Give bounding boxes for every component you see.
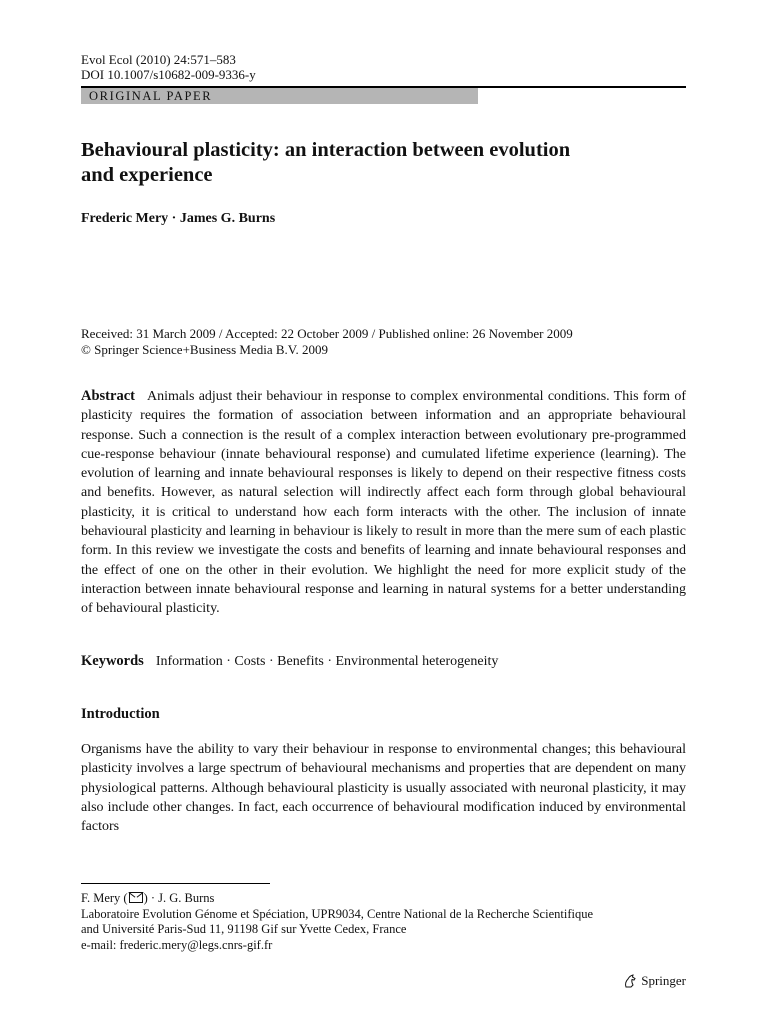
history-dates: Received: 31 March 2009 / Accepted: 22 October 2009 / Published online: 26 November 2009 (81, 326, 573, 341)
article-type-band (81, 88, 478, 104)
journal-citation (81, 52, 256, 82)
introduction-text: Organisms have the ability to vary their behaviour in response to environmental changes; this behavioural plasticity involves a large spectrum of behavioural mechanisms and properties that are dependent on many physiological patterns. Although behavioural plasticity is usually associated with neuronal plasticity, it may also include other changes. In fact, each occurrence of behavioural modification induced by environmental factors (81, 742, 686, 835)
footnote-author-prefix: F. Mery ( (81, 891, 128, 905)
author-footnote (81, 891, 593, 953)
abstract-label: Abstract (81, 388, 135, 404)
affiliation-line-2: and Université Paris-Sud 11, 91198 Gif sur Yvette Cedex, France (81, 922, 407, 936)
keywords-label: Keywords (81, 653, 144, 669)
publication-dates (81, 326, 573, 358)
springer-horse-icon (623, 974, 637, 988)
publisher-name: Springer (641, 973, 686, 988)
copyright-line: © Springer Science+Business Media B.V. 2009 (81, 342, 328, 357)
keywords-section (81, 652, 686, 671)
citation-line: Evol Ecol (2010) 24:571–583 (81, 52, 236, 67)
corresponding-authors (81, 891, 593, 907)
email-line: e-mail: frederic.mery@legs.cnrs-gif.fr (81, 937, 273, 952)
footnote-author-suffix: ) · J. G. Burns (143, 891, 215, 905)
publisher-logo (623, 973, 686, 989)
doi-line: DOI 10.1007/s10682-009-9336-y (81, 67, 256, 82)
title-line-2: and experience (81, 164, 213, 186)
title-line-1: Behavioural plasticity: an interaction between evolution (81, 139, 571, 161)
article-title (81, 138, 686, 188)
article-type-label: ORIGINAL PAPER (89, 89, 213, 103)
author-list: Frederic Mery · James G. Burns (81, 211, 276, 226)
envelope-icon (129, 892, 143, 903)
affiliation-line-1: Laboratoire Evolution Génome et Spéciation, UPR9034, Centre National de la Recherche Scientifique (81, 906, 593, 921)
abstract-section (81, 387, 686, 619)
introduction-heading: Introduction (81, 706, 160, 722)
abstract-text: Animals adjust their behaviour in response to complex environmental conditions. This form of plasticity requires the formation of association between information and an appropriate behavioural response. Such a connection is the result of a complex interaction between evolutionary pre-programmed cue-response behaviour (innate behavioural response) and cumulated lifetime experience (learning). The evolution of learning and innate behavioural responses is likely to depend on their respective fitness costs and benefits. However, as natural selection will indirectly affect each form through global behavioural plasticity, it is critical to understand how each form interacts with the other. The inclusion of innate behavioural plasticity and learning in behaviour is likely to result in more than the mere sum of each plastic form. In this review we investigate the costs and benefits of learning and innate behavioural responses and the effect of one on the other in their evolution. We highlight the need for more explicit study of the interaction between innate behavioural response and learning in natural systems for a better understanding of behavioural plasticity. (81, 389, 686, 617)
keywords-text: Information · Costs · Benefits · Environmental heterogeneity (155, 654, 499, 669)
footnote-rule (81, 883, 270, 884)
